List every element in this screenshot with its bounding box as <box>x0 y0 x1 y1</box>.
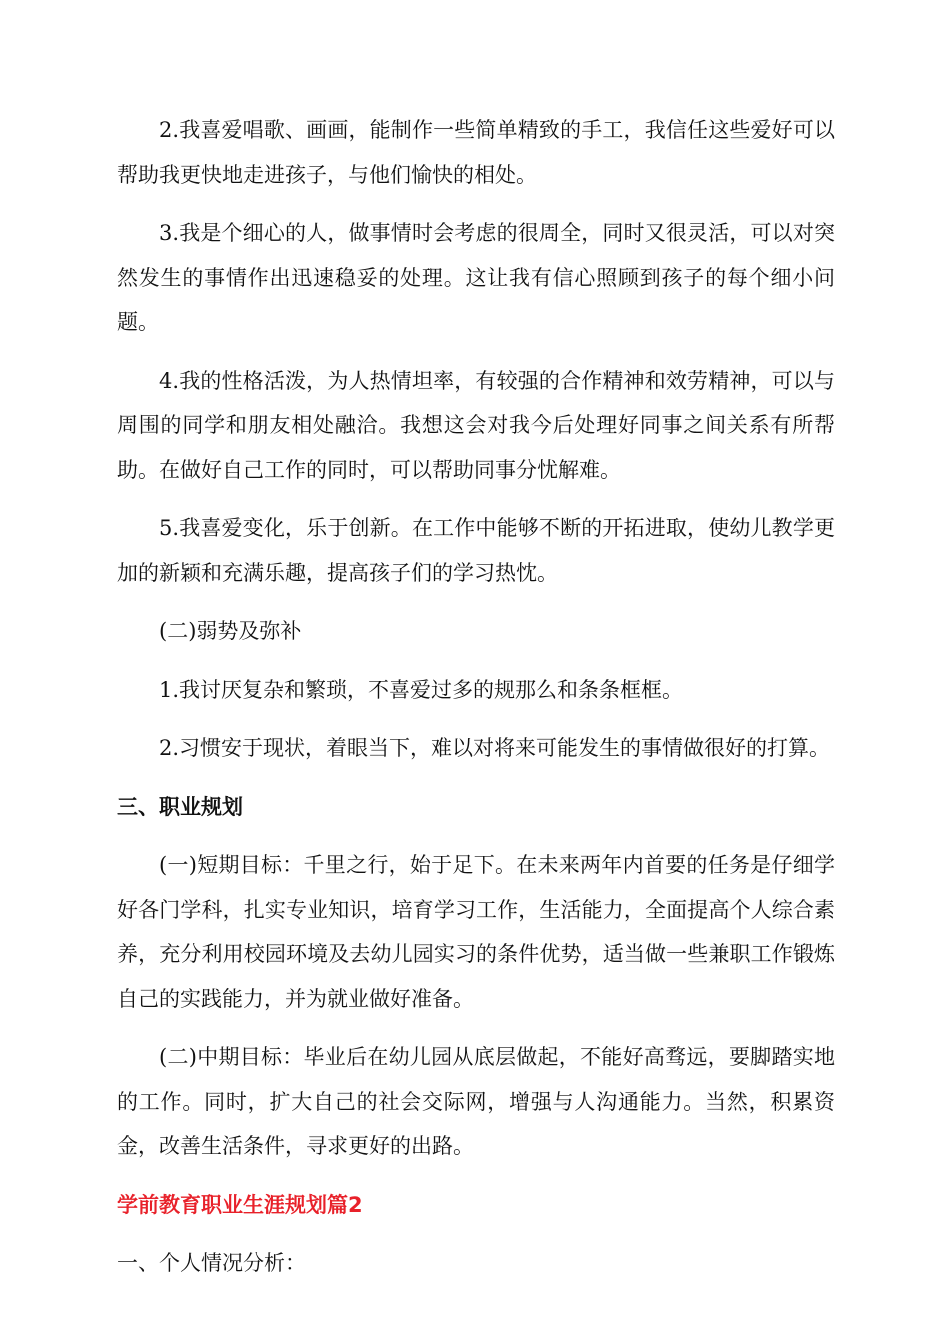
paragraph-strength-4: 4.我的性格活泼，为人热情坦率，有较强的合作精神和效劳精神，可以与周围的同学和朋友相处融洽。我想这会对我今后处理好同事之间关系有所帮助。在做好自己工作的同时，可以帮助同事分忧解难。 <box>117 368 835 482</box>
section-heading-career-plan: 三、职业规划 <box>117 794 243 819</box>
paragraph-strength-2: 2.我喜爱唱歌、画画，能制作一些简单精致的手工，我信任这些爱好可以帮助我更快地走进孩子，与他们愉快的相处。 <box>117 118 835 187</box>
paragraph-short-term-goal: (一)短期目标：千里之行，始于足下。在未来两年内首要的任务是仔细学好各门学科，扎实专业知识，培育学习工作，生活能力，全面提高个人综合素养，充分利用校园环境及去幼儿园实习的条件优势，适当做一些兼职工作锻炼自己的实践能力，并为就业做好准备。 <box>117 853 835 1011</box>
paragraph-strength-5: 5.我喜爱变化，乐于创新。在工作中能够不断的开拓进取，使幼儿教学更加的新颖和充满乐趣，提高孩子们的学习热忱。 <box>117 516 835 585</box>
article-title-part-2: 学前教育职业生涯规划篇2 <box>117 1192 363 1217</box>
paragraph-strength-3: 3.我是个细心的人，做事情时会考虑的很周全，同时又很灵活，可以对突然发生的事情作出迅速稳妥的处理。这让我有信心照顾到孩子的每个细小问题。 <box>117 221 835 334</box>
document-body <box>117 108 835 1286</box>
section-heading-personal-analysis: 一、个人情况分析： <box>117 1251 306 1275</box>
subheading-weakness: (二)弱势及弥补 <box>159 619 302 643</box>
paragraph-weakness-2: 2.习惯安于现状，着眼当下，难以对将来可能发生的事情做很好的打算。 <box>159 736 831 760</box>
paragraph-mid-term-goal: (二)中期目标：毕业后在幼儿园从底层做起，不能好高骛远，要脚踏实地的工作。同时，扩大自己的社会交际网，增强与人沟通能力。当然，积累资金，改善生活条件，寻求更好的出路。 <box>117 1045 835 1158</box>
paragraph-weakness-1: 1.我讨厌复杂和繁琐，不喜爱过多的规那么和条条框框。 <box>159 677 684 702</box>
